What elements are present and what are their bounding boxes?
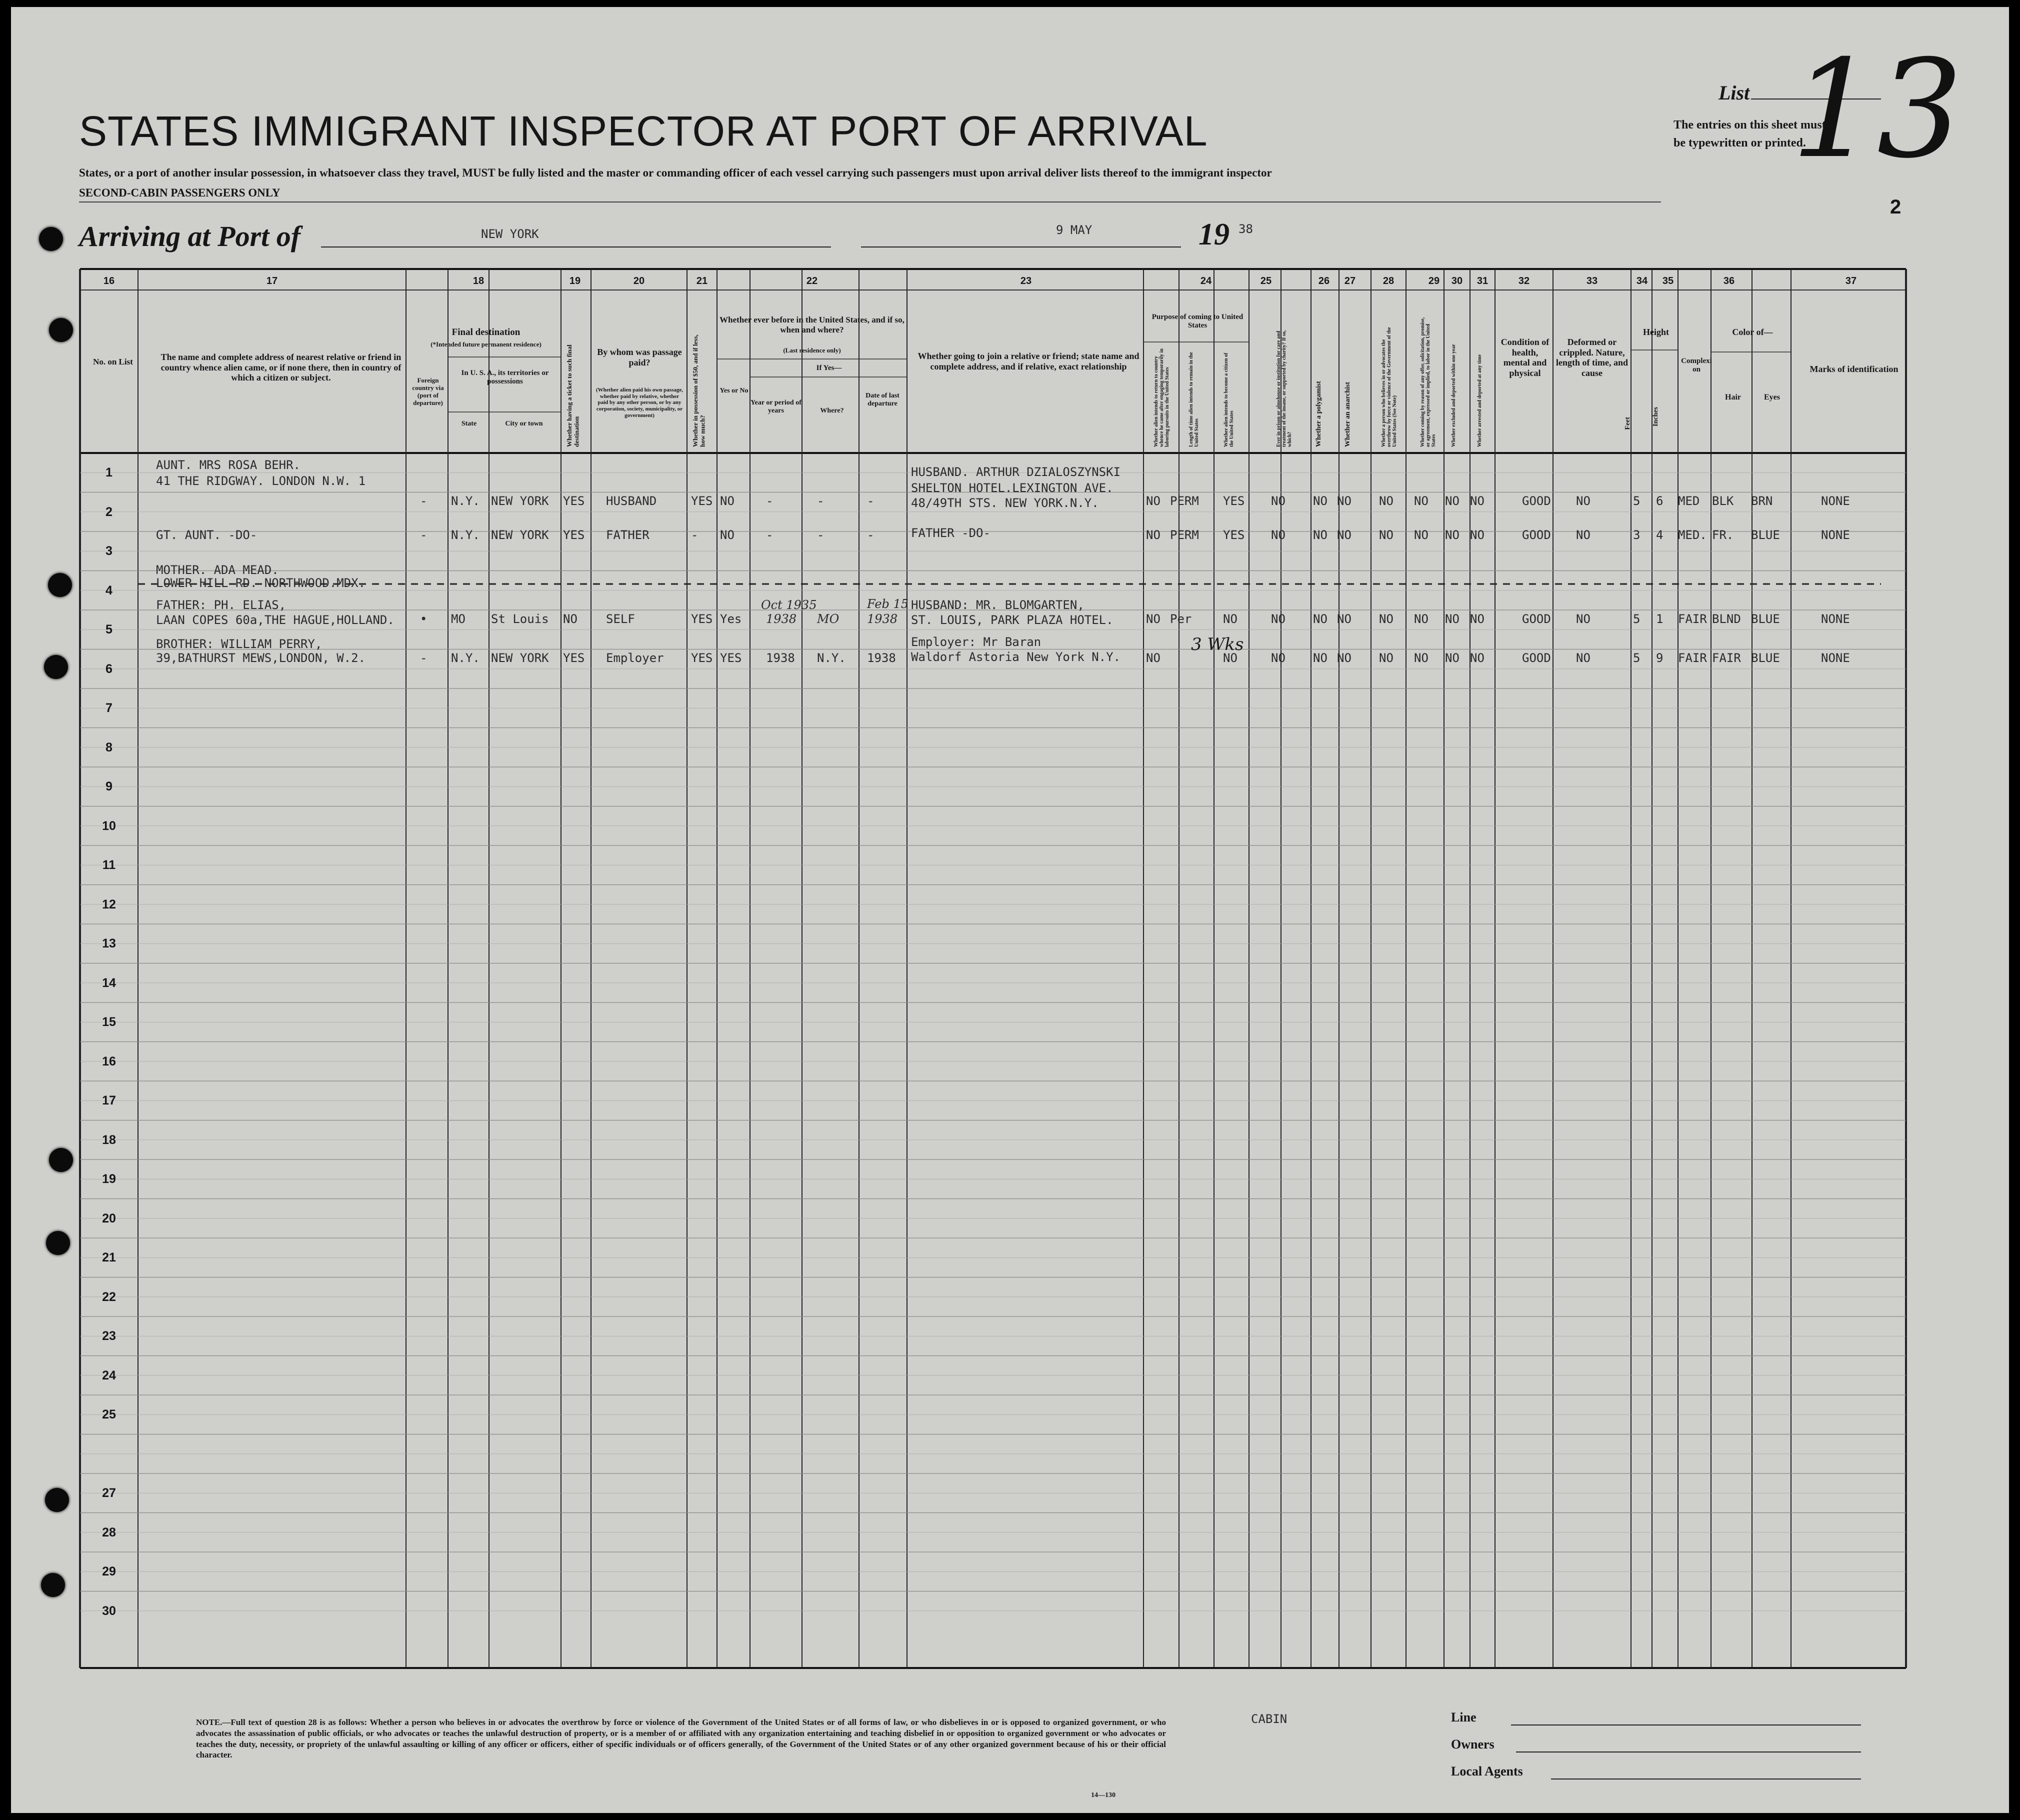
entry-citizen: YES: [1223, 528, 1245, 542]
header-purpose: Purpose of coming to United States: [1152, 313, 1244, 330]
entry-polygamist: NO: [1313, 494, 1328, 508]
entry-citizen: YES: [1223, 494, 1245, 508]
entry-deformed: NO: [1576, 494, 1590, 508]
entry-before: Yes: [720, 612, 742, 626]
entry-before: NO: [720, 494, 734, 508]
binder-hole: [45, 1488, 69, 1512]
entry-join-1: Employer: Mr Baran: [911, 635, 1042, 649]
entry-hair: FR.: [1712, 528, 1734, 542]
entry-eyes: BLUE: [1751, 612, 1780, 626]
entry-deformed: NO: [1576, 612, 1590, 626]
row-number: 10: [102, 818, 116, 833]
header-final-destination-note: (*Intended future permanent residence): [430, 340, 542, 348]
year-prefix: 19: [1198, 218, 1230, 252]
entry-city: NEW YORK: [491, 528, 549, 542]
entry-relative-1: FATHER: PH. ELIAS,: [156, 598, 286, 612]
row-number: 9: [106, 780, 112, 794]
header-passage: By whom was passage paid?: [597, 347, 682, 368]
entry-deformed: NO: [1576, 528, 1590, 542]
entry-offer: NO: [1414, 528, 1428, 542]
header-eyes: Eyes: [1764, 393, 1780, 402]
entry-polygamist: NO: [1313, 651, 1328, 665]
row-number: 4: [106, 583, 112, 598]
row-number: 18: [102, 1132, 116, 1147]
entry-complexion: MED.: [1678, 528, 1707, 542]
owners-label: Owners: [1451, 1737, 1494, 1752]
entry-foreign: -: [420, 651, 428, 665]
entry-join-3: 48/49TH STS. NEW YORK.N.Y.: [911, 496, 1099, 510]
row-number: 12: [102, 897, 116, 912]
entry-departure: -: [867, 528, 874, 542]
row-number: 25: [102, 1408, 116, 1422]
entry-join-2: ST. LOUIS, PARK PLAZA HOTEL.: [911, 613, 1114, 627]
header-if-yes: If Yes—: [816, 364, 842, 372]
entry-paid-by: Employer: [606, 651, 664, 665]
header-city: City or town: [505, 420, 543, 428]
row-number: 22: [102, 1290, 116, 1304]
column-number: 28: [1382, 276, 1394, 286]
entry-marks: NONE: [1821, 651, 1850, 665]
row-number: 14: [102, 976, 116, 990]
header-overthrow: Whether a person who believes in or advocates the overthrow by force or violence of the Government of the United States (See Note): [1381, 327, 1398, 447]
entry-where: -: [817, 528, 824, 542]
entry-excluded: NO: [1445, 612, 1460, 626]
entry-relative-1: BROTHER: WILLIAM PERRY,: [156, 637, 322, 651]
entry-year-a: Oct 1935: [761, 598, 817, 612]
header-citizen: Whether alien intends to become a citizen of the United States: [1224, 352, 1234, 447]
entry-overthrow: NO: [1379, 612, 1394, 626]
entry-relative-2: LOWER HILL RD. NORTHWOOD.MDX.: [156, 576, 366, 590]
binder-hole: [44, 655, 68, 679]
column-number: 35: [1662, 276, 1674, 286]
column-number: 31: [1476, 276, 1488, 286]
row-number: 19: [102, 1172, 116, 1186]
header-inches: Inches: [1652, 407, 1660, 426]
entry-arrested: NO: [1470, 612, 1484, 626]
entry-feet: 5: [1633, 651, 1640, 665]
column-number: 19: [569, 276, 581, 286]
header-fifty: Whether in possession of $50, and if less, how much?: [692, 334, 706, 447]
entry-health: GOOD: [1522, 651, 1551, 665]
header-offer: Whether coming by reason of any offer, solicitation, promise, or agreement, expressed or implied, to labor in the United States: [1420, 317, 1436, 447]
header-excluded: Whether excluded and deported within one year: [1451, 344, 1456, 447]
form-grid: [11, 7, 2009, 1813]
column-number: 37: [1845, 276, 1857, 286]
row-number: 1: [106, 466, 112, 480]
header-color-of: Color of—: [1732, 327, 1773, 337]
header-yes-no: Yes or No: [720, 387, 748, 394]
column-number: 22: [806, 276, 818, 286]
entry-return: NO: [1146, 651, 1160, 665]
entry-polygamist: NO: [1313, 612, 1328, 626]
entry-departure: 1938: [867, 612, 898, 626]
entry-fifty: YES: [691, 651, 713, 665]
header-return: Whether alien intends to return to country whence he came after engaging temporarily in laboring pursuits in the United States: [1154, 348, 1170, 447]
row-number: 5: [106, 622, 112, 637]
column-number: 21: [696, 276, 708, 286]
row-number: 27: [102, 1486, 116, 1500]
entry-length: PERM: [1170, 528, 1199, 542]
entry-ticket: NO: [563, 612, 578, 626]
entry-year: 1938: [766, 612, 797, 626]
entry-relative-2: 39,BATHURST MEWS,LONDON, W.2.: [156, 651, 366, 665]
port-value: NEW YORK: [481, 227, 539, 241]
page-title: STATES IMMIGRANT INSPECTOR AT PORT OF ARRIVAL: [79, 108, 1208, 154]
entry-join-2: SHELTON HOTEL.LEXINGTON AVE.: [911, 481, 1114, 495]
entry-length: PERM: [1170, 494, 1199, 508]
row-number: 3: [106, 544, 112, 558]
entry-deformed: NO: [1576, 651, 1590, 665]
entry-offer: NO: [1414, 612, 1428, 626]
footer-note: NOTE.—Full text of question 28 is as follows: Whether a person who believes in or advocates the overthrow by force or violence of the Government of the United States or of all forms of law, or who disbelieves in or is opposed to organized government, or who advocates the assassination of public officials, or who advocates or teaches the unlawful destruction of property, or is a member of or affiliated with any organization entertaining and teaching disbelief in or opposition to organized government or who advocates or teaches the duty, necessity, or propriety of the unlawful assaulting or killing of any officer or officers, either of specific individuals or of officers generally, of the Government of the United States or of any other organized government because of his or their official character.: [196, 1718, 1166, 1760]
entry-departure-a: Feb 15: [867, 597, 909, 611]
entry-polygamist: NO: [1313, 528, 1328, 542]
entry-relative-1: GT. AUNT. -DO-: [156, 528, 258, 542]
entry-complexion: FAIR: [1678, 612, 1707, 626]
entry-inches: 4: [1656, 528, 1664, 542]
entry-where: N.Y.: [817, 651, 846, 665]
column-number: 23: [1020, 276, 1032, 286]
header-health: Condition of health, mental and physical: [1500, 337, 1550, 378]
entry-arrested: NO: [1470, 494, 1484, 508]
form-number: 14—130: [1091, 1792, 1116, 1799]
entry-citizen: NO: [1223, 651, 1238, 665]
binder-hole: [49, 1148, 73, 1172]
header-state: State: [461, 420, 477, 428]
entry-relative-1: MOTHER. ADA MEAD.: [156, 563, 279, 577]
class-note: SECOND-CABIN PASSENGERS ONLY: [79, 186, 280, 199]
row-number: 29: [102, 1564, 116, 1579]
entry-state: MO: [451, 612, 466, 626]
header-before-us-note: (Last residence only): [783, 346, 841, 354]
column-number: 32: [1518, 276, 1530, 286]
header-feet: Feet: [1624, 417, 1632, 430]
binder-hole: [39, 227, 63, 251]
entry-join-1: HUSBAND: MR. BLOMGARTEN,: [911, 598, 1084, 612]
header-deformed: Deformed or crippled. Nature, length of time, and cause: [1556, 337, 1628, 378]
entry-state: N.Y.: [451, 528, 480, 542]
header-ticket: Whether having a ticket to such final destination: [566, 344, 580, 447]
entry-offer: NO: [1414, 651, 1428, 665]
entry-eyes: BLUE: [1751, 528, 1780, 542]
entry-length: Per: [1170, 612, 1192, 626]
header-hair: Hair: [1725, 393, 1741, 402]
entry-year: -: [766, 494, 774, 508]
arriving-label: Arriving at Port of: [79, 220, 301, 252]
entry-ticket: YES: [563, 494, 585, 508]
entry-year: -: [766, 528, 774, 542]
entry-overthrow: NO: [1379, 494, 1394, 508]
binder-hole: [46, 1231, 70, 1255]
sheet-number: 2: [1890, 196, 1902, 218]
binder-hole: [41, 1573, 65, 1597]
entry-anarchist: NO: [1337, 528, 1352, 542]
entry-arrested: NO: [1470, 651, 1484, 665]
entry-ticket: YES: [563, 528, 585, 542]
entry-ticket: YES: [563, 651, 585, 665]
entry-foreign: -: [420, 494, 428, 508]
entry-join-1: HUSBAND. ARTHUR DZIALOSZYNSKI: [911, 465, 1121, 479]
column-number: 29: [1428, 276, 1440, 286]
list-number: 13: [1791, 30, 1963, 188]
entry-complexion: MED: [1678, 494, 1700, 508]
entry-fifty: YES: [691, 612, 713, 626]
entry-before: YES: [720, 651, 742, 665]
entry-feet: 5: [1633, 612, 1640, 626]
entry-excluded: NO: [1445, 651, 1460, 665]
row-number: 16: [102, 1054, 116, 1068]
entry-health: GOOD: [1522, 528, 1551, 542]
entry-year: 1938: [766, 651, 795, 665]
column-number: 20: [633, 276, 645, 286]
entries-note-1: The entries on this sheet must: [1674, 118, 1826, 132]
row-number: 30: [102, 1604, 116, 1618]
header-length: Length of time alien intends to remain in the United States: [1188, 352, 1200, 447]
entry-prison: NO: [1271, 612, 1286, 626]
header-foreign-via: Foreign country via (port of departure): [412, 376, 444, 406]
entry-marks: NONE: [1821, 494, 1850, 508]
row-number: 20: [102, 1211, 116, 1226]
entry-prison: NO: [1271, 528, 1286, 542]
row-number: 11: [102, 858, 116, 872]
column-number: 33: [1586, 276, 1598, 286]
entry-prison: NO: [1271, 651, 1286, 665]
header-arrested: Whether arrested and deported at any time: [1477, 354, 1482, 447]
entry-hair: BLK: [1712, 494, 1734, 508]
entry-feet: 5: [1633, 494, 1640, 508]
entry-inches: 1: [1656, 612, 1664, 626]
binder-hole: [48, 573, 72, 597]
entry-prison: NO: [1271, 494, 1286, 508]
header-final-destination: Final destination: [452, 327, 520, 338]
entries-note-2: be typewritten or printed.: [1674, 136, 1806, 150]
column-number: 24: [1200, 276, 1212, 286]
row-number: 24: [102, 1368, 116, 1382]
entry-city: NEW YORK: [491, 494, 549, 508]
entry-fifty: YES: [691, 494, 713, 508]
entry-where: -: [817, 494, 824, 508]
header-where: Where?: [820, 407, 844, 414]
binder-hole: [49, 318, 73, 342]
entry-paid-by: SELF: [606, 612, 635, 626]
entry-foreign: •: [420, 612, 428, 626]
entry-foreign: -: [420, 528, 428, 542]
row-number: 17: [102, 1094, 116, 1108]
entry-state: N.Y.: [451, 651, 480, 665]
entry-offer: NO: [1414, 494, 1428, 508]
entry-state: N.Y.: [451, 494, 480, 508]
entry-return: NO: [1146, 528, 1160, 542]
entry-hair: BLND: [1712, 612, 1741, 626]
header-year: Year or period of years: [750, 399, 802, 415]
header-join: Whether going to join a relative or friend; state name and complete address, and if relative, exact relationship: [918, 351, 1140, 372]
entry-relative-2: LAAN COPES 60a,THE HAGUE,HOLLAND.: [156, 613, 394, 627]
entry-eyes: BRN: [1751, 494, 1773, 508]
year-suffix: 38: [1238, 222, 1253, 236]
cabin-label: CABIN: [1251, 1712, 1288, 1726]
entry-city: NEW YORK: [491, 651, 549, 665]
manifest-sheet: [11, 7, 2009, 1813]
entry-fifty: -: [691, 528, 698, 542]
entry-anarchist: NO: [1337, 612, 1352, 626]
row-number: 23: [102, 1329, 116, 1344]
entry-eyes: BLUE: [1751, 651, 1780, 665]
header-polygamist: Whether a polygamist: [1315, 381, 1322, 447]
entry-marks: NONE: [1821, 528, 1850, 542]
entry-relative-1: AUNT. MRS ROSA BEHR.: [156, 458, 300, 472]
header-no-on-list: No. on List: [93, 357, 133, 366]
entry-join-2: Waldorf Astoria New York N.Y.: [911, 650, 1121, 664]
entry-citizen: NO: [1223, 612, 1238, 626]
entry-where: MO: [817, 612, 840, 626]
entry-inches: 9: [1656, 651, 1664, 665]
date-value: 9 MAY: [1056, 223, 1092, 237]
entry-health: GOOD: [1522, 612, 1551, 626]
entry-return: NO: [1146, 494, 1160, 508]
entry-anarchist: NO: [1337, 651, 1352, 665]
entry-departure: 1938: [867, 651, 896, 665]
column-number: 34: [1636, 276, 1648, 286]
column-number: 36: [1723, 276, 1735, 286]
entry-paid-by: FATHER: [606, 528, 650, 542]
header-complexion: Complexion: [1681, 357, 1712, 374]
row-number: 21: [102, 1250, 116, 1265]
row-number: 15: [102, 1015, 116, 1030]
header-relative: The name and complete address of nearest relative or friend in country whence alien came, or if none there, then in country of which a citizen or subject.: [160, 352, 402, 383]
column-number: 27: [1344, 276, 1356, 286]
form-instructions: States, or a port of another insular possession, in whatsoever class they travel, MUST be fully listed and the master or commanding officer of each vessel carrying such passengers must upon arrival deliver lists thereof to the immigrant inspector: [79, 166, 1272, 179]
row-number: 2: [106, 504, 112, 519]
header-passage-note: (Whether alien paid his own passage, whether paid by relative, whether paid by any other person, or by any corporation, society, municipality, or government): [596, 387, 683, 418]
list-label: List: [1718, 82, 1750, 104]
row-number: 6: [106, 662, 112, 676]
header-departure-date: Date of last departure: [866, 392, 900, 408]
header-before-us: Whether ever before in the United States, and if so, when and where?: [720, 315, 904, 334]
entry-overthrow: NO: [1379, 651, 1394, 665]
column-number: 26: [1318, 276, 1330, 286]
header-usa: In U. S. A., its territories or possessions: [461, 369, 549, 386]
header-prison: Ever in prison or almshouse or institution for care and treatment of the insane, or supported by charity? If so, which?: [1276, 330, 1292, 447]
entry-city: St Louis: [491, 612, 549, 626]
entry-before: NO: [720, 528, 734, 542]
entry-arrested: NO: [1470, 528, 1484, 542]
row-number: 8: [106, 740, 112, 754]
column-number: 18: [472, 276, 484, 286]
line-label: Line: [1451, 1710, 1476, 1724]
entry-feet: 3: [1633, 528, 1640, 542]
entry-return: NO: [1146, 612, 1160, 626]
column-number: 30: [1451, 276, 1463, 286]
entry-marks: NONE: [1821, 612, 1850, 626]
column-number: 16: [103, 276, 115, 286]
entry-overthrow: NO: [1379, 528, 1394, 542]
header-height: Height: [1643, 327, 1669, 337]
row-number: 7: [106, 701, 112, 716]
header-marks: Marks of identification: [1810, 364, 1898, 374]
row-number: 28: [102, 1525, 116, 1540]
entry-join-1: FATHER -DO-: [911, 526, 990, 540]
entry-health: GOOD: [1522, 494, 1551, 508]
column-number: 17: [266, 276, 278, 286]
entry-hair: FAIR: [1712, 651, 1741, 665]
entry-complexion: FAIR: [1678, 651, 1707, 665]
entry-excluded: NO: [1445, 494, 1460, 508]
column-number: 25: [1260, 276, 1272, 286]
header-anarchist: Whether an anarchist: [1344, 382, 1352, 447]
entry-excluded: NO: [1445, 528, 1460, 542]
row-number: 13: [102, 936, 116, 951]
entry-relative-2: 41 THE RIDGWAY. LONDON N.W. 1: [156, 474, 366, 488]
agents-label: Local Agents: [1451, 1764, 1523, 1778]
length-annotation: 3 Wks: [1191, 634, 1244, 654]
entry-departure: -: [867, 494, 874, 508]
entry-paid-by: HUSBAND: [606, 494, 657, 508]
entry-anarchist: NO: [1337, 494, 1352, 508]
entry-inches: 6: [1656, 494, 1664, 508]
